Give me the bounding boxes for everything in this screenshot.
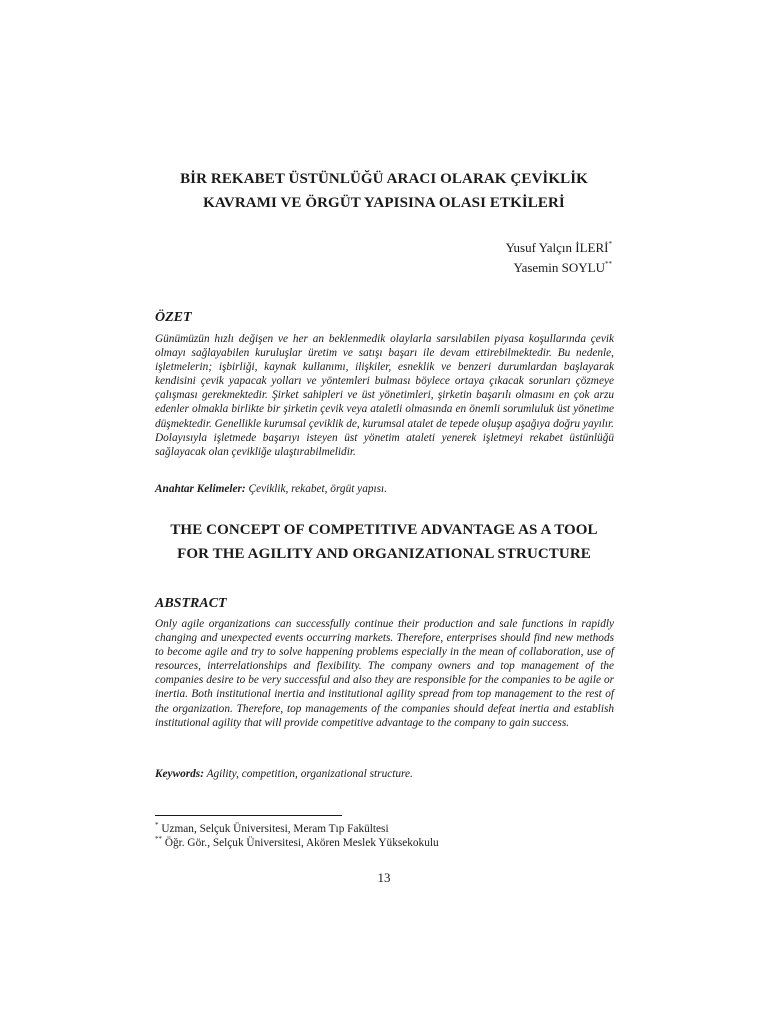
abstract-body: Only agile organizations can successfully continue their production and sale functions in rapidly changing and unexpected events occurring markets. Therefore, enterprises should find new methods to become agile and try to solve happening problems especially in the mean of collaboration, use of resources, interrelationships and flexibility. The company owners and top management of the companies desire to be very successful and also they are responsible for the companies to be agile or inertia. Both institutional inertia and institutional agility spread from top management to the rest of the organization. Therefore, top managements of the companies should defeat inertia and establish institutional agility that will provide competitive advantage to the company to gain success. bbox=[155, 618, 614, 729]
english-keywords-text: Agility, competition, organizational structure. bbox=[206, 768, 413, 780]
turkish-keywords-label: Anahtar Kelimeler: bbox=[155, 483, 246, 495]
author-1-footnote-mark: * bbox=[608, 240, 612, 248]
english-title-line-2: FOR THE AGILITY AND ORGANIZATIONAL STRUCTURE bbox=[177, 546, 591, 562]
page-number: 13 bbox=[377, 870, 391, 885]
author-1-name: Yusuf Yalçın İLERİ bbox=[505, 240, 609, 255]
footnote-1 bbox=[155, 822, 389, 836]
turkish-keywords-text: Çeviklik, rekabet, örgüt yapısı. bbox=[248, 483, 387, 495]
english-title bbox=[120, 518, 648, 566]
author-2-name: Yasemin SOYLU bbox=[513, 260, 605, 275]
author-2-footnote-mark: ** bbox=[605, 260, 612, 268]
turkish-title bbox=[120, 167, 648, 215]
english-keywords bbox=[155, 767, 614, 781]
footnote-2-text: Öğr. Gör., Selçuk Üniversitesi, Akören Meslek Yüksekokulu bbox=[164, 837, 439, 849]
footnote-1-mark: * bbox=[155, 821, 159, 829]
turkish-title-line-1: BİR REKABET ÜSTÜNLÜĞÜ ARACI OLARAK ÇEVİKLİK bbox=[180, 171, 588, 187]
author-2 bbox=[506, 258, 612, 278]
english-keywords-label: Keywords: bbox=[155, 768, 204, 780]
footnote-2 bbox=[155, 836, 439, 850]
footnote-2-mark: ** bbox=[155, 835, 162, 843]
turkish-keywords bbox=[155, 482, 614, 496]
footnote-separator bbox=[155, 815, 342, 816]
abstract-heading: ABSTRACT bbox=[155, 596, 227, 611]
ozet-body: Günümüzün hızlı değişen ve her an beklenmedik olaylarla sarsılabilen piyasa koşullarında çevik olmayı sağlayabilen kuruluşlar üretim ve satışı başarı ile devam ettirebilmektedir. Bu nedenle, işletmelerin; işbirliği, kaynak kullanımı, ilişkiler, esneklik ve benzeri durumlardan başlayarak kendisini çevik yapacak yolları ve yöntemleri bulması böylece ortaya çıkacak sorunları çözmeye çalışması gerekmektedir. Şirket sahipleri ve üst yönetimleri, şirketin başarılı olmasını en çok arzu edenler olmakla birlikte bir şirketin çevik veya ataletli olmasında en önemli sorumluluk üst yönetime düşmektedir. Genellikle kurumsal çeviklik de, kurumsal atalet de tepede oluşup aşağıya doğru yayılır. Dolayısıyla işletmede başarıyı isteyen üst yönetim ataleti yenerek işletmeyi rekabet üstünlüğü sağlayacak olan çevikliğe ulaştırabilmelidir. bbox=[155, 333, 614, 458]
author-list bbox=[506, 238, 612, 278]
english-title-line-1: THE CONCEPT OF COMPETITIVE ADVANTAGE AS A TOOL bbox=[170, 522, 598, 538]
ozet-heading: ÖZET bbox=[155, 310, 192, 325]
turkish-title-line-2: KAVRAMI VE ÖRGÜT YAPISINA OLASI ETKİLERİ bbox=[203, 195, 565, 211]
footnote-1-text: Uzman, Selçuk Üniversitesi, Meram Tıp Fakültesi bbox=[161, 823, 389, 835]
author-1 bbox=[506, 238, 612, 258]
